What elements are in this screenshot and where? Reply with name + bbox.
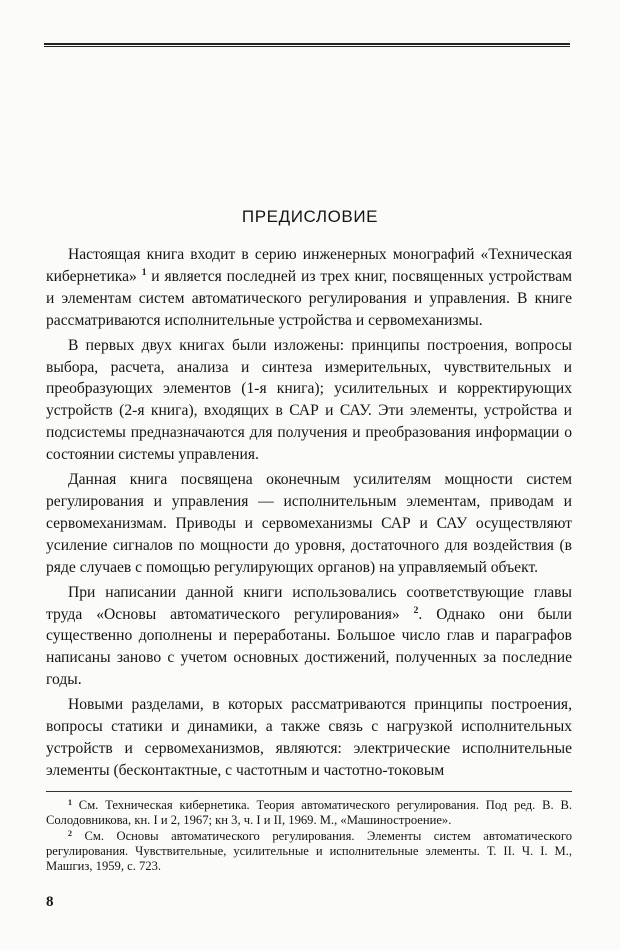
paragraph-1-text-end: и является последней из трех книг, посвященных устройствам и элементам систем автоматического регулирования и управления. В книге рассматриваются исполнительные устройства и сервомеханизмы. bbox=[46, 267, 572, 329]
page-number: 8 bbox=[46, 894, 54, 910]
footnote-1-text: См. Техническая кибернетика. Теория автоматического регулирования. Под ред. В. В. Солодовникова, кн. I и 2, 1967; кн 3, ч. I и II, 1969. М., «Машиностроение». bbox=[46, 798, 572, 828]
paragraph-4-text-start: При написании данной книги использовались соответствующие главы труда «Основы автоматического регулирования» bbox=[46, 583, 572, 623]
footnote-divider bbox=[46, 791, 572, 792]
paragraph-4-text-end: . Однако они были существенно дополнены и переработаны. Большое число глав и параграфов написаны заново с учетом основных достижений, полученных за последние годы. bbox=[46, 605, 572, 689]
paragraph-5: Новыми разделами, в которых рассматриваются принципы построения, вопросы статики и динамики, а также связь с нагрузкой исполнительных устройств и сервомеханизмов, являются: электрические исполнительные элементы (бесконтактные, с частотным и частотно-токовым bbox=[46, 696, 572, 779]
footnote-mark-1: 1 bbox=[68, 798, 72, 807]
footnotes bbox=[46, 798, 572, 874]
paragraph-1-text-start: Настоящая книга входит в серию инженерных монографий «Техническая кибернетика» bbox=[46, 246, 572, 285]
page-title: ПРЕДИСЛОВИЕ bbox=[241, 207, 379, 226]
paragraph-3: Данная книга посвящена оконечным усилителям мощности систем регулирования и управления — исполнительным элементам, приводам и сервомеханизмам. Приводы и сервомеханизмы САР и САУ осуществляют усиление сигналов по мощности до уровня, достаточного для воздействия (в ряде случаев с помощью регулирующих органов) на управляемый объект. bbox=[46, 471, 572, 576]
footnote-2-text: См. Основы автоматического регулирования. Элементы систем автоматического регулирования. Чувствительные, усилительные и исполнительные элементы. Т. II. Ч. I. М., Машгиз, 1959, с. 723. bbox=[46, 828, 572, 874]
paragraph-2: В первых двух книгах были изложены: принципы построения, вопросы выбора, расчета, анализа и синтеза измерительных, чувствительных и преобразующих элементов (1-я книга); усилительных и корректирующих устройств (2-я книга), входящих в САР и САУ. Эти элементы, устройства и подсистемы предназначаются для получения и преобразования информации о состоянии системы управления. bbox=[46, 336, 572, 464]
paragraph-1 bbox=[46, 244, 572, 332]
main-text bbox=[46, 244, 572, 782]
footnote-ref-1[interactable]: 1 bbox=[141, 267, 147, 278]
footnote-mark-2: 2 bbox=[68, 828, 72, 838]
paragraph-4 bbox=[46, 582, 572, 692]
header-rule bbox=[44, 43, 570, 47]
footnote-ref-2[interactable]: 2 bbox=[413, 605, 419, 616]
footnote-2 bbox=[46, 829, 572, 875]
footnote-1 bbox=[46, 798, 572, 829]
